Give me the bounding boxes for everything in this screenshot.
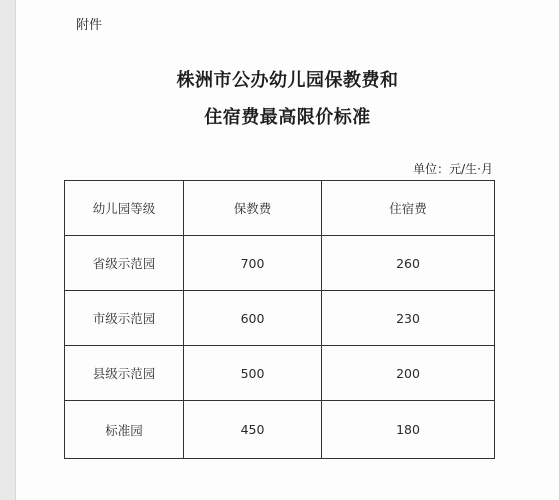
document-page [16, 0, 559, 500]
table-row [65, 401, 495, 459]
fee-table [64, 180, 495, 459]
cell-level: 标准园 [65, 401, 184, 459]
cell-level: 省级示范园 [65, 236, 184, 291]
header-kindergarten-level: 幼儿园等级 [65, 181, 184, 236]
table-row [65, 236, 495, 291]
table-header-row [65, 181, 495, 236]
cell-accommodation: 200 [322, 346, 495, 401]
cell-tuition: 500 [184, 346, 322, 401]
header-accommodation-fee: 住宿费 [322, 181, 495, 236]
title-line-2: 住宿费最高限价标准 [204, 107, 371, 128]
cell-level: 县级示范园 [65, 346, 184, 401]
table-row [65, 291, 495, 346]
unit-note: 单位：元/生·月 [413, 162, 493, 176]
attachment-label: 附件 [76, 18, 103, 33]
document-title [16, 62, 559, 136]
cell-tuition: 700 [184, 236, 322, 291]
cell-tuition: 600 [184, 291, 322, 346]
cell-accommodation: 230 [322, 291, 495, 346]
title-line-1: 株洲市公办幼儿园保教费和 [176, 70, 399, 91]
cell-level: 市级示范园 [65, 291, 184, 346]
cell-accommodation: 260 [322, 236, 495, 291]
cell-tuition: 450 [184, 401, 322, 459]
header-tuition-fee: 保教费 [184, 181, 322, 236]
table-row [65, 346, 495, 401]
cell-accommodation: 180 [322, 401, 495, 459]
